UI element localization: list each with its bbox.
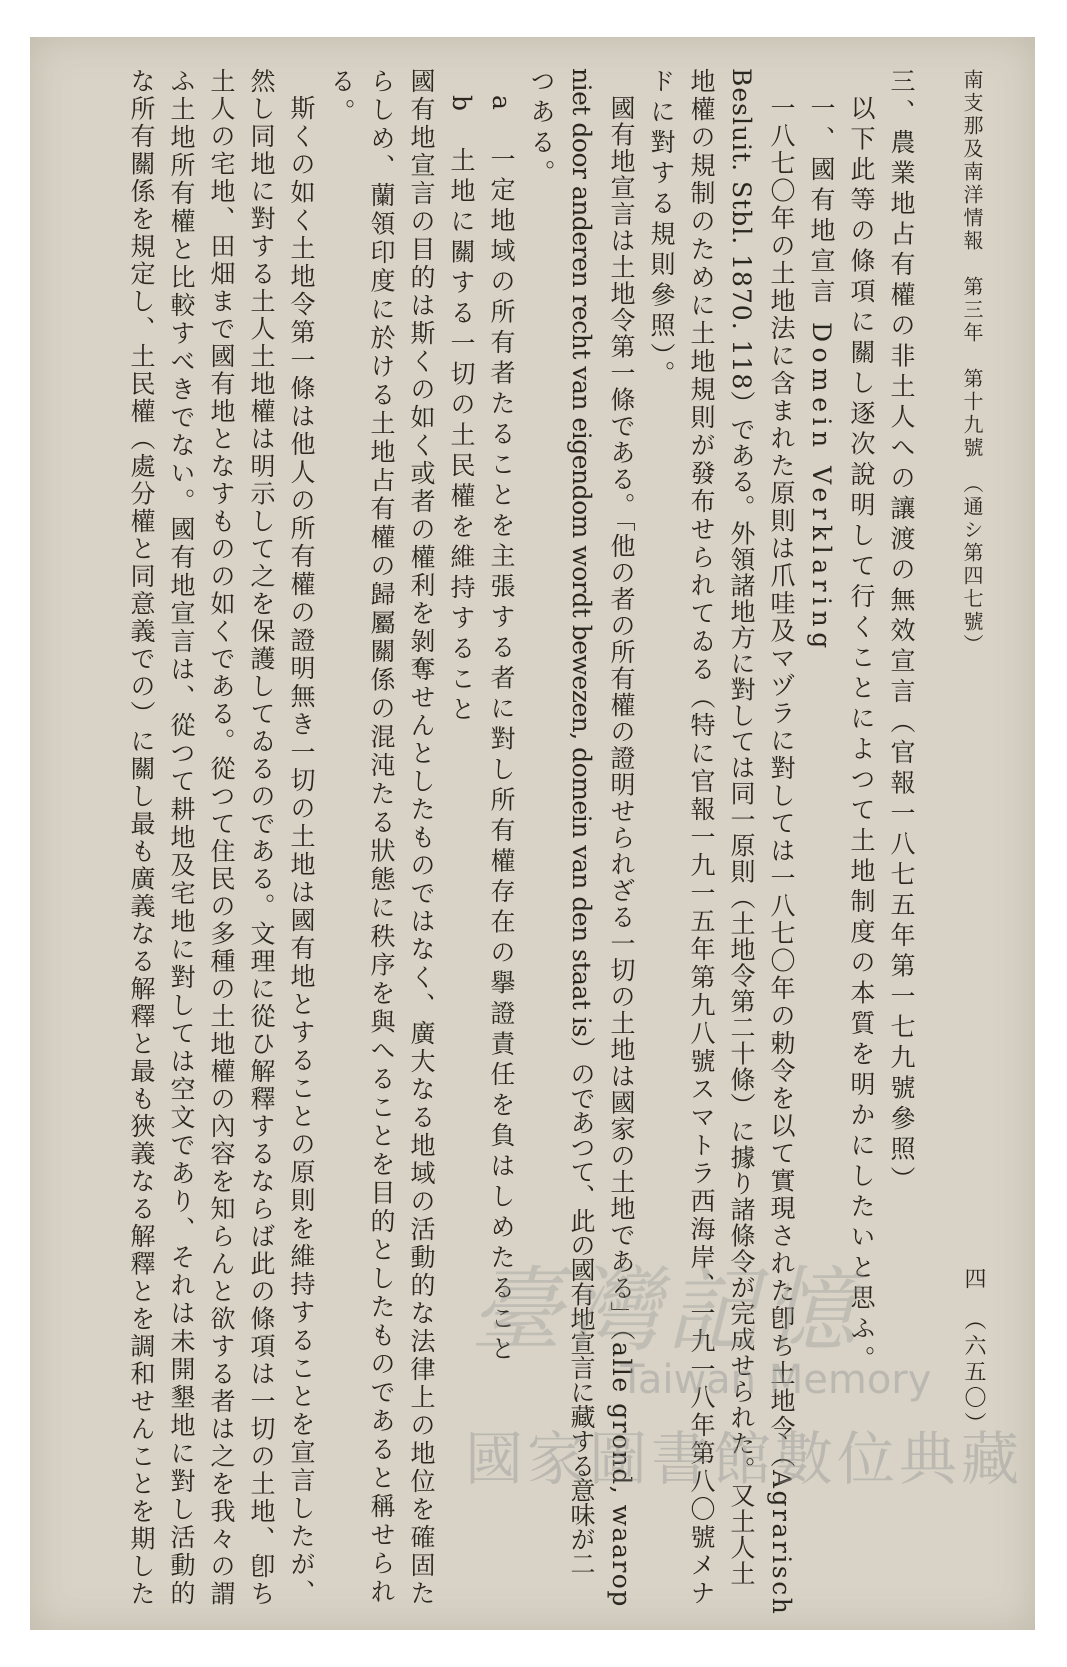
text-column: 國有地宣言は土地令第一條である。「他の者の所有權の證明せられざる一切の土地は國家の土地である」（alle grond, waarop	[607, 95, 636, 1608]
text-column: 斯くの如く土地令第一條は他人の所有權の證明無き一切の土地は國有地とすることの原則を維持することを宣言したが、	[287, 95, 316, 1607]
text-column: a 一定地域の所有者たることを主張する者に對し所有權存在の擧證責任を負はしめたること	[487, 95, 516, 1366]
text-column: ドに對する規則參照）。	[647, 68, 676, 391]
text-column: な所有關係を規定し、土民權（處分權と同意義での）に關し最も廣義なる解釋と最も狹義なる解釋とを調和せんことを期した	[127, 68, 156, 1608]
running-header: 南支那及南洋情報 第三年 第十九號 （通シ第四七號）	[960, 69, 984, 657]
document-page	[30, 37, 1035, 1630]
page-number: 四 （六五〇）	[961, 1267, 986, 1438]
text-column: る。	[327, 68, 356, 129]
text-column: b 土地に關する一切の土民權を維持すること	[447, 95, 476, 727]
watermark-calligraphy: 臺灣記憶	[470, 1257, 863, 1364]
text-column: 土人の宅地、田畑まで國有地となすものの如くである。從つて住民の多種の土地權の內容を知らんと欲する者は之を我々の謂	[207, 68, 236, 1608]
text-column: 國有地宣言の目的は斯くの如く或者の權利を剝奪せんとしたものではなく、廣大なる地域の活動的な法律上の地位を確固た	[407, 68, 436, 1608]
text-column: 以下此等の條項に關し逐次說明して行くことによつて土地制度の本質を明かにしたいと思ふ。	[847, 95, 876, 1376]
text-column: niet door anderen recht van eigendom wordt bewezen, domein van den staat is）のであつて、此の國有地宣言に藏する意味が二	[567, 68, 596, 1576]
text-column: らしめ、蘭領印度に於ける土地占有權の歸屬關係の混沌たる狀態に秩序を與へることを目的としたものであると稱せられ	[367, 68, 396, 1607]
text-column: Besluit. Stbl. 1870. 118）である。外領諸地方に對しては同一原則（土地令第二十條）に據り諸條令が完成せられた。又土人土	[727, 68, 756, 1587]
watermark-english: Taiwan Memory	[620, 1357, 932, 1403]
text-column: 三、農業地占有權の非土人への讓渡の無效宣言（官報一八七五年第一七九號參照）	[887, 68, 916, 1197]
text-column: 一、國有地宣言 Domein Verklaring	[807, 95, 836, 654]
text-column: 一八七〇年の土地法に含まれた原則は爪哇及マヅラに對しては一八七〇年の勅令を以て實現された卽ち土地令（Agrarisch	[767, 95, 796, 1617]
text-column: ふ土地所有權と比較すべきでない。國有地宣言は、從つて耕地及宅地に對しては空文であり、それは未開墾地に對し活動的	[167, 68, 196, 1608]
text-column: つある。	[527, 68, 556, 190]
text-column: 地權の規制のために土地規則が發布せられてゐる（特に官報一九一五年第九八號スマトラ西海岸、一九一八年第八〇號メナ	[687, 68, 716, 1608]
text-column: 然し同地に對する土人土地權は明示して之を保護してゐるのである。文理に從ひ解釋するならば此の條項は一切の土地、卽ち	[247, 68, 276, 1608]
watermark-chinese: 國家圖書館數位典藏	[465, 1425, 1024, 1493]
